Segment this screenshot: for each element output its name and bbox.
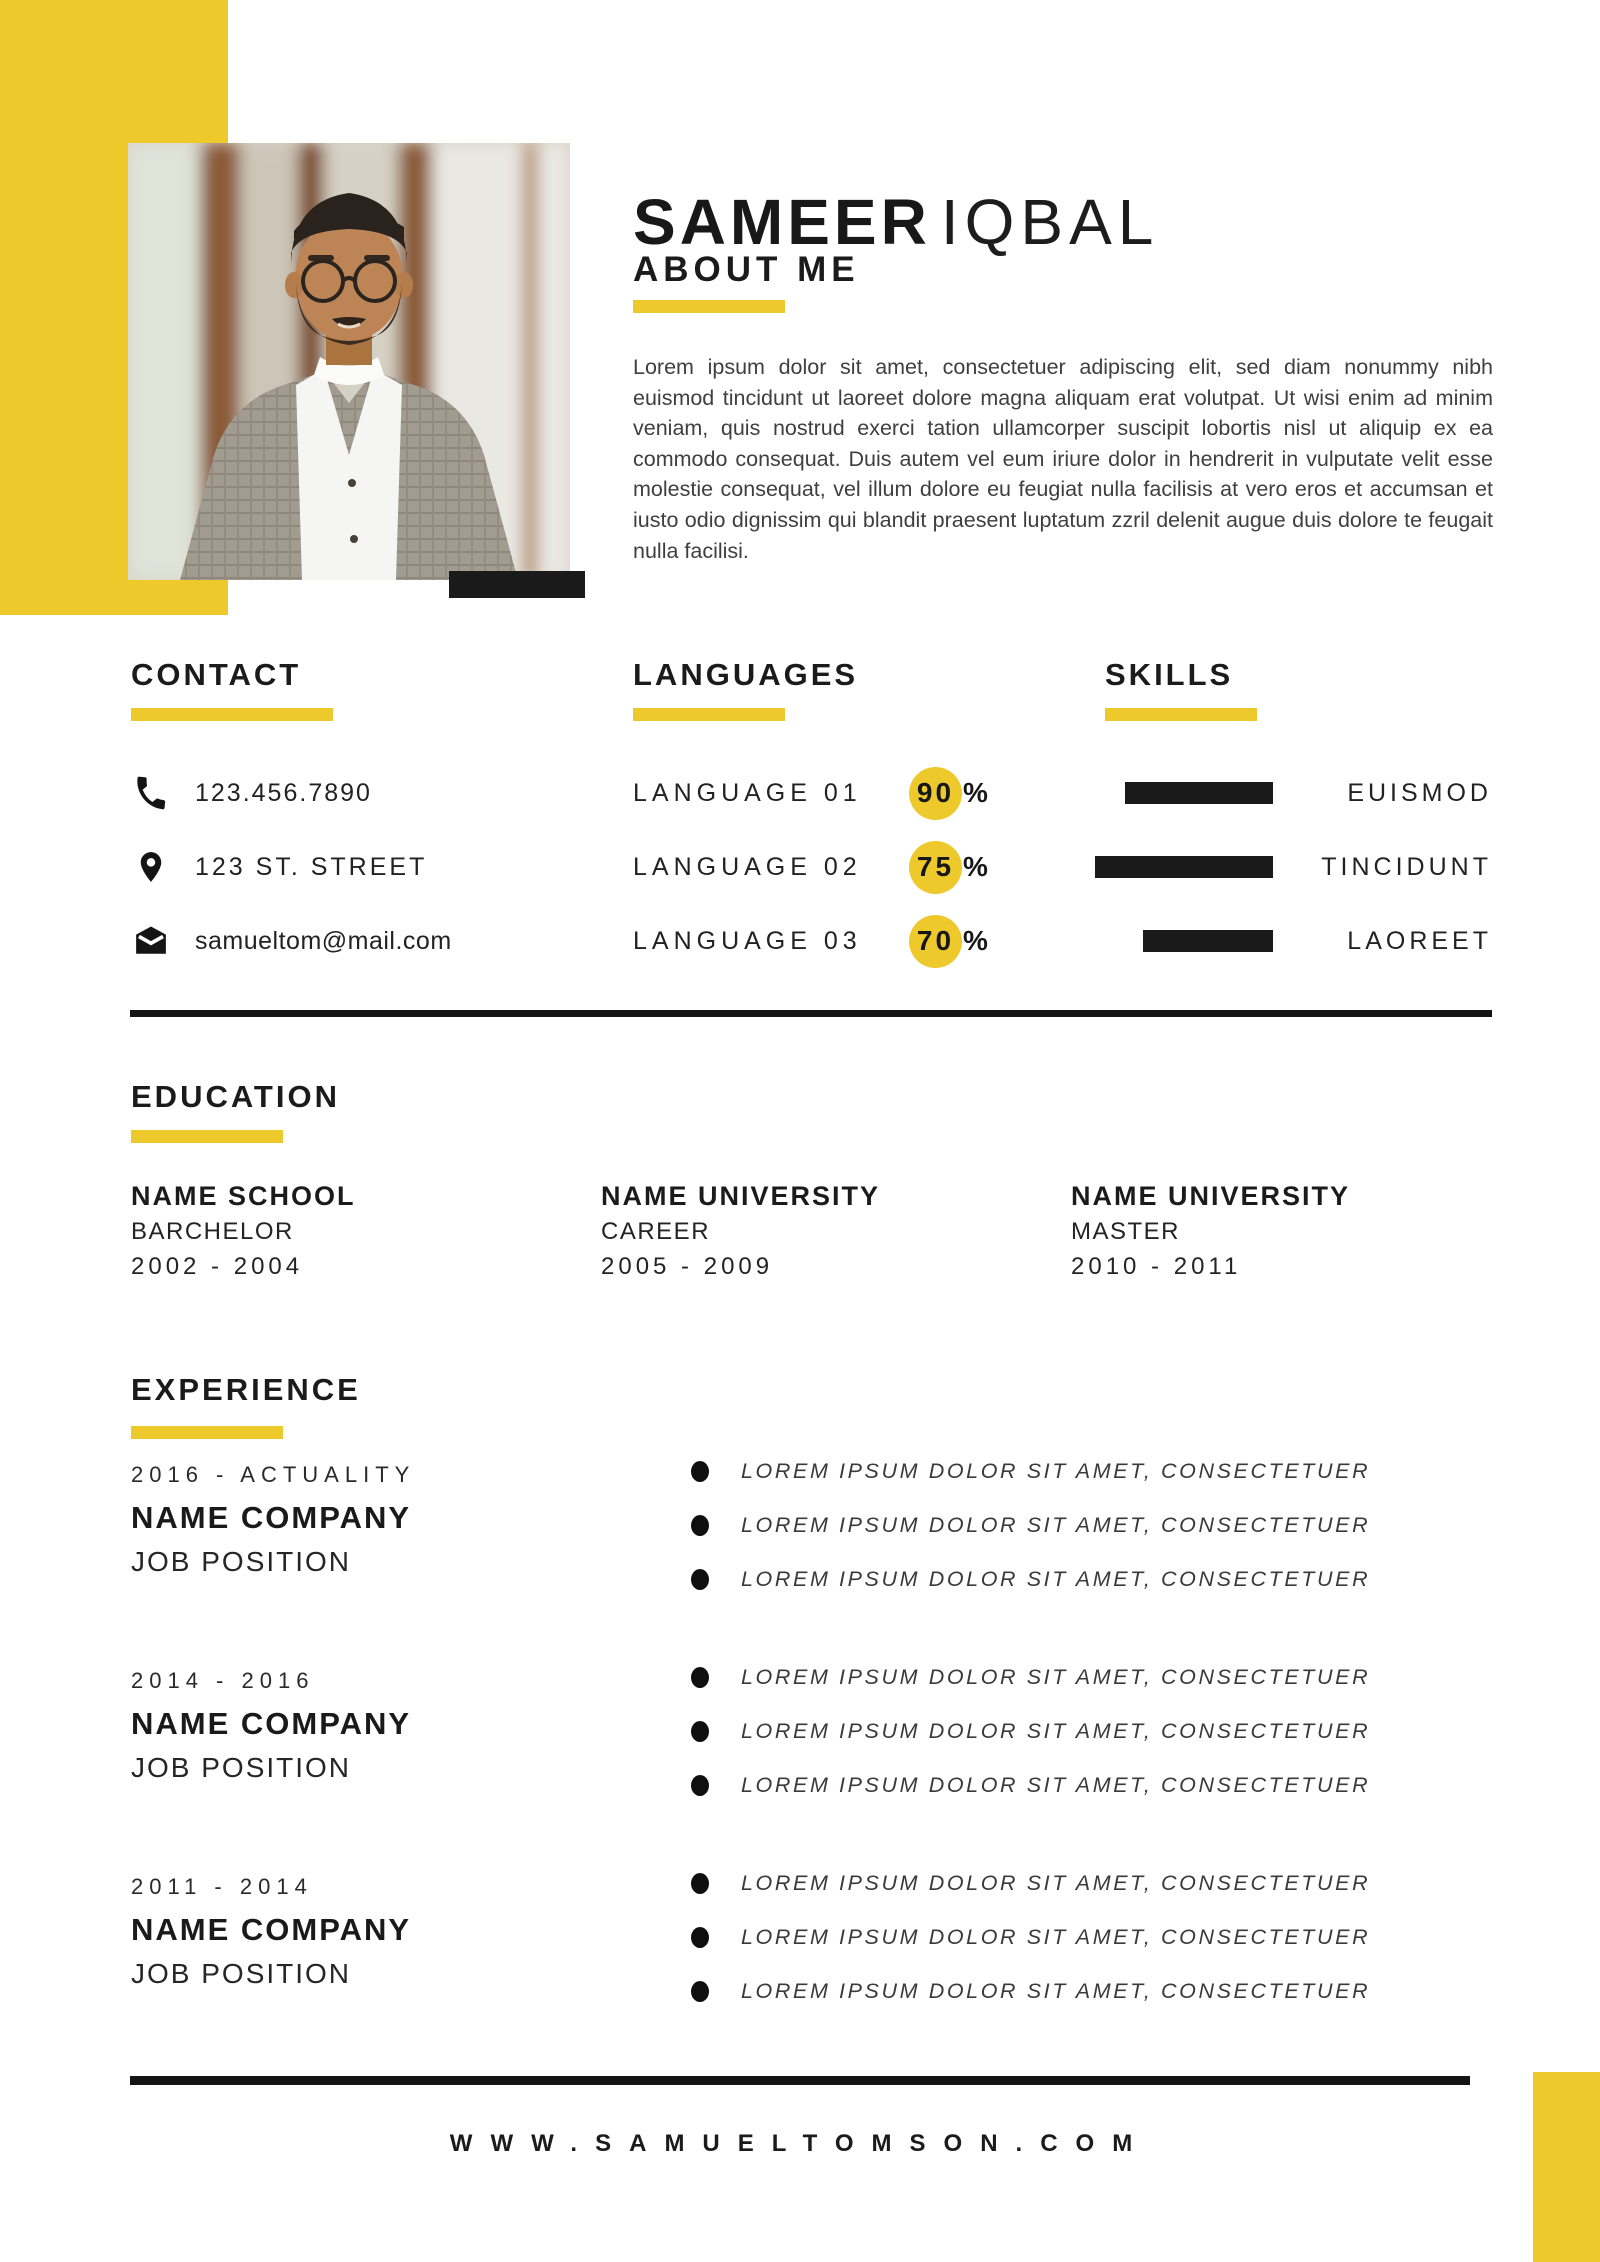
email-icon	[131, 924, 171, 958]
education-list	[131, 1178, 1492, 1284]
contact-address: 123 ST. STREET	[195, 852, 428, 881]
language-row	[633, 904, 1063, 978]
education-degree: CAREER	[601, 1218, 711, 1245]
education-item	[131, 1178, 601, 1284]
section-divider	[130, 1010, 1492, 1017]
bullet-text: LOREM IPSUM DOLOR SIT AMET, CONSECTETUER	[741, 1870, 1371, 1895]
experience-heading: EXPERIENCE	[131, 1372, 361, 1407]
experience-item	[131, 1654, 1492, 1860]
bullet-icon	[691, 1775, 709, 1796]
education-degree: BARCHELOR	[131, 1218, 294, 1245]
education-degree: MASTER	[1071, 1218, 1181, 1245]
skill-label: LAOREET	[1347, 926, 1492, 955]
percent-sign: %	[963, 925, 988, 956]
bullet-text: LOREM IPSUM DOLOR SIT AMET, CONSECTETUER	[741, 1924, 1371, 1949]
bullet-text: LOREM IPSUM DOLOR SIT AMET, CONSECTETUER	[741, 1512, 1371, 1537]
experience-bullets	[691, 1448, 1492, 1620]
bullet-item	[691, 1512, 1492, 1538]
about-underline	[633, 300, 785, 313]
about-paragraph: Lorem ipsum dolor sit amet, consectetuer adipiscing elit, sed diam nonummy nibh euismod tincidunt ut laoreet dolore magna aliquam erat volutpat. Ut wisi enim ad minim veniam, quis nostrud exerci tation ullamcorper suscipit lobortis nisl ut aliquip ex ea commodo consequat. Duis autem vel eum iriure dolor in hendrerit in vulputate velit esse molestie consequat, vel illum dolore eu feugiat nulla facilisis at vero eros et accumsan et iusto odio dignissim qui blandit praesent luptatum zzril delenit augue duis dolore te feugait nulla facilisi.	[633, 355, 1493, 563]
skill-label: EUISMOD	[1347, 778, 1492, 807]
experience-company: NAME COMPANY	[131, 1912, 412, 1947]
bullet-icon	[691, 1981, 709, 2002]
contact-email[interactable]: samueltom@mail.com	[195, 926, 452, 955]
contact-row-phone	[131, 756, 561, 830]
language-row	[633, 756, 1063, 830]
language-percent-badge	[909, 767, 988, 820]
language-percent-badge	[909, 841, 988, 894]
percent-sign: %	[963, 777, 988, 808]
experience-position: JOB POSITION	[131, 1752, 352, 1783]
skill-bar	[1143, 930, 1273, 952]
bullet-icon	[691, 1569, 709, 1590]
language-percent-badge	[909, 915, 988, 968]
bullet-text: LOREM IPSUM DOLOR SIT AMET, CONSECTETUER	[741, 1566, 1371, 1591]
skill-row	[1095, 756, 1492, 830]
contact-phone: 123.456.7890	[195, 778, 372, 807]
bullet-text: LOREM IPSUM DOLOR SIT AMET, CONSECTETUER	[741, 1664, 1371, 1689]
experience-bullets	[691, 1860, 1492, 2032]
experience-period: 2016 - ACTUALITY	[131, 1462, 416, 1487]
last-name: IQBAL	[940, 186, 1160, 258]
contact-list	[131, 756, 561, 978]
bullet-item	[691, 1718, 1492, 1744]
bullet-text: LOREM IPSUM DOLOR SIT AMET, CONSECTETUER	[741, 1718, 1371, 1743]
contact-heading: CONTACT	[131, 657, 302, 692]
bullet-icon	[691, 1721, 709, 1742]
bullet-item	[691, 1870, 1492, 1896]
languages-list	[633, 756, 1063, 978]
experience-company: NAME COMPANY	[131, 1500, 412, 1535]
skill-row	[1095, 830, 1492, 904]
experience-underline	[131, 1426, 283, 1439]
profile-photo	[128, 143, 570, 580]
skills-underline	[1105, 708, 1257, 721]
languages-underline	[633, 708, 785, 721]
language-label: LANGUAGE 03	[633, 926, 862, 955]
experience-item	[131, 1860, 1492, 2066]
bullet-item	[691, 1924, 1492, 1950]
education-years: 2002 - 2004	[131, 1253, 304, 1280]
experience-list	[131, 1448, 1492, 2066]
black-accent-bar	[449, 571, 585, 598]
education-years: 2010 - 2011	[1071, 1253, 1242, 1280]
bullet-text: LOREM IPSUM DOLOR SIT AMET, CONSECTETUER	[741, 1772, 1371, 1797]
experience-position: JOB POSITION	[131, 1546, 352, 1577]
bullet-icon	[691, 1515, 709, 1536]
percent-sign: %	[963, 851, 988, 882]
about-me-heading: ABOUT ME	[633, 250, 860, 289]
contact-row-address	[131, 830, 561, 904]
language-row	[633, 830, 1063, 904]
skills-heading: SKILLS	[1105, 657, 1234, 692]
skill-label: TINCIDUNT	[1321, 852, 1492, 881]
bullet-item	[691, 1978, 1492, 2004]
bullet-icon	[691, 1667, 709, 1688]
footer-divider	[130, 2076, 1470, 2085]
language-label: LANGUAGE 01	[633, 778, 862, 807]
language-percent-value: 75	[909, 841, 962, 894]
education-school: NAME UNIVERSITY	[601, 1181, 881, 1211]
language-label: LANGUAGE 02	[633, 852, 862, 881]
bullet-item	[691, 1664, 1492, 1690]
bullet-icon	[691, 1873, 709, 1894]
contact-row-email	[131, 904, 561, 978]
education-heading: EDUCATION	[131, 1079, 340, 1114]
bullet-icon	[691, 1461, 709, 1482]
website-url[interactable]: WWW.SAMUELTOMSON.COM	[449, 2130, 1151, 2157]
experience-period: 2014 - 2016	[131, 1668, 315, 1693]
page-title	[633, 186, 1160, 258]
contact-underline	[131, 708, 333, 721]
experience-company: NAME COMPANY	[131, 1706, 412, 1741]
skills-list	[1095, 756, 1492, 978]
bullet-item	[691, 1772, 1492, 1798]
education-underline	[131, 1130, 283, 1143]
skill-row	[1095, 904, 1492, 978]
education-years: 2005 - 2009	[601, 1253, 774, 1280]
first-name: SAMEER	[633, 186, 931, 258]
experience-item	[131, 1448, 1492, 1654]
bullet-text: LOREM IPSUM DOLOR SIT AMET, CONSECTETUER	[741, 1458, 1371, 1483]
phone-icon	[131, 775, 171, 811]
skill-bar	[1095, 856, 1273, 878]
bullet-text: LOREM IPSUM DOLOR SIT AMET, CONSECTETUER	[741, 1978, 1371, 2003]
experience-position: JOB POSITION	[131, 1958, 352, 1989]
bullet-item	[691, 1566, 1492, 1592]
language-percent-value: 70	[909, 915, 962, 968]
education-school: NAME UNIVERSITY	[1071, 1181, 1351, 1211]
bullet-icon	[691, 1927, 709, 1948]
location-icon	[131, 848, 171, 886]
education-item	[601, 1178, 1071, 1284]
language-percent-value: 90	[909, 767, 962, 820]
languages-heading: LANGUAGES	[633, 657, 859, 692]
experience-period: 2011 - 2014	[131, 1874, 313, 1899]
skill-bar	[1125, 782, 1273, 804]
experience-bullets	[691, 1654, 1492, 1826]
yellow-accent-block-bottom	[1533, 2072, 1600, 2262]
bullet-item	[691, 1458, 1492, 1484]
education-school: NAME SCHOOL	[131, 1181, 356, 1211]
education-item	[1071, 1178, 1492, 1284]
